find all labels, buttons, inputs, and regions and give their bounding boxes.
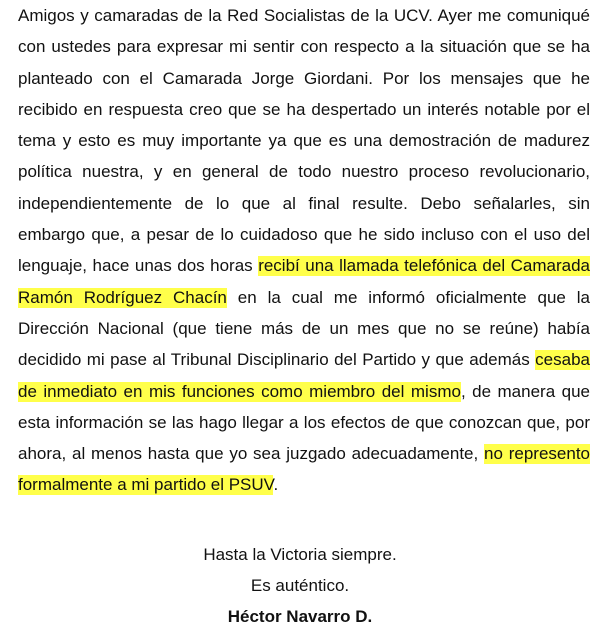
highlighted-removal-from-functions: cesaba de inmediato en mis funciones como miembro del mismo — [18, 350, 590, 401]
text-segment: . — [273, 475, 279, 495]
letter-paragraph — [18, 0, 590, 501]
closing-salutation: Hasta la Victoria siempre. — [203, 545, 397, 564]
text-segment: en la cual me informó oficialmente que la Dirección Nacional (que tiene más de un mes que no se reúne) había decidido mi pase al Tribunal Disciplinario del Partido y que además — [18, 287, 590, 370]
text-segment: Amigos y camaradas de la Red Socialistas de la UCV. Ayer me comuniqué con ustedes para expresar mi sentir con respecto a la situación que se ha planteado con el Camarada Jorge Giordani. Por los mensajes que he recibido en respuesta creo que se ha despertado un interés notable por el tema y esto es muy importante ya que es una demostración de madurez política nuestra, y en general de todo nuestro proceso revolucionario, independientemente de lo que al final resulte. Debo señalarles, sin embargo que, a pesar de lo cuidadoso que he sido incluso con el uso del lenguaje, hace unas dos horas — [18, 6, 590, 276]
letter-body — [18, 0, 590, 501]
text-segment: , de manera que esta información se las hago llegar a los efectos de que conozcan que, por ahora, al menos hasta que yo sea juzgado adecuadamente, — [18, 381, 590, 464]
signature: Héctor Navarro D. — [227, 607, 373, 626]
highlighted-phone-call: recibí una llamada telefónica del Camarada Ramón Rodríguez Chacín — [18, 256, 590, 307]
letter-closing — [0, 539, 600, 632]
highlighted-not-representing-psuv: no represento formalmente a mi partido el PSUV — [18, 444, 590, 495]
authenticity-note: Es auténtico. — [250, 576, 350, 595]
